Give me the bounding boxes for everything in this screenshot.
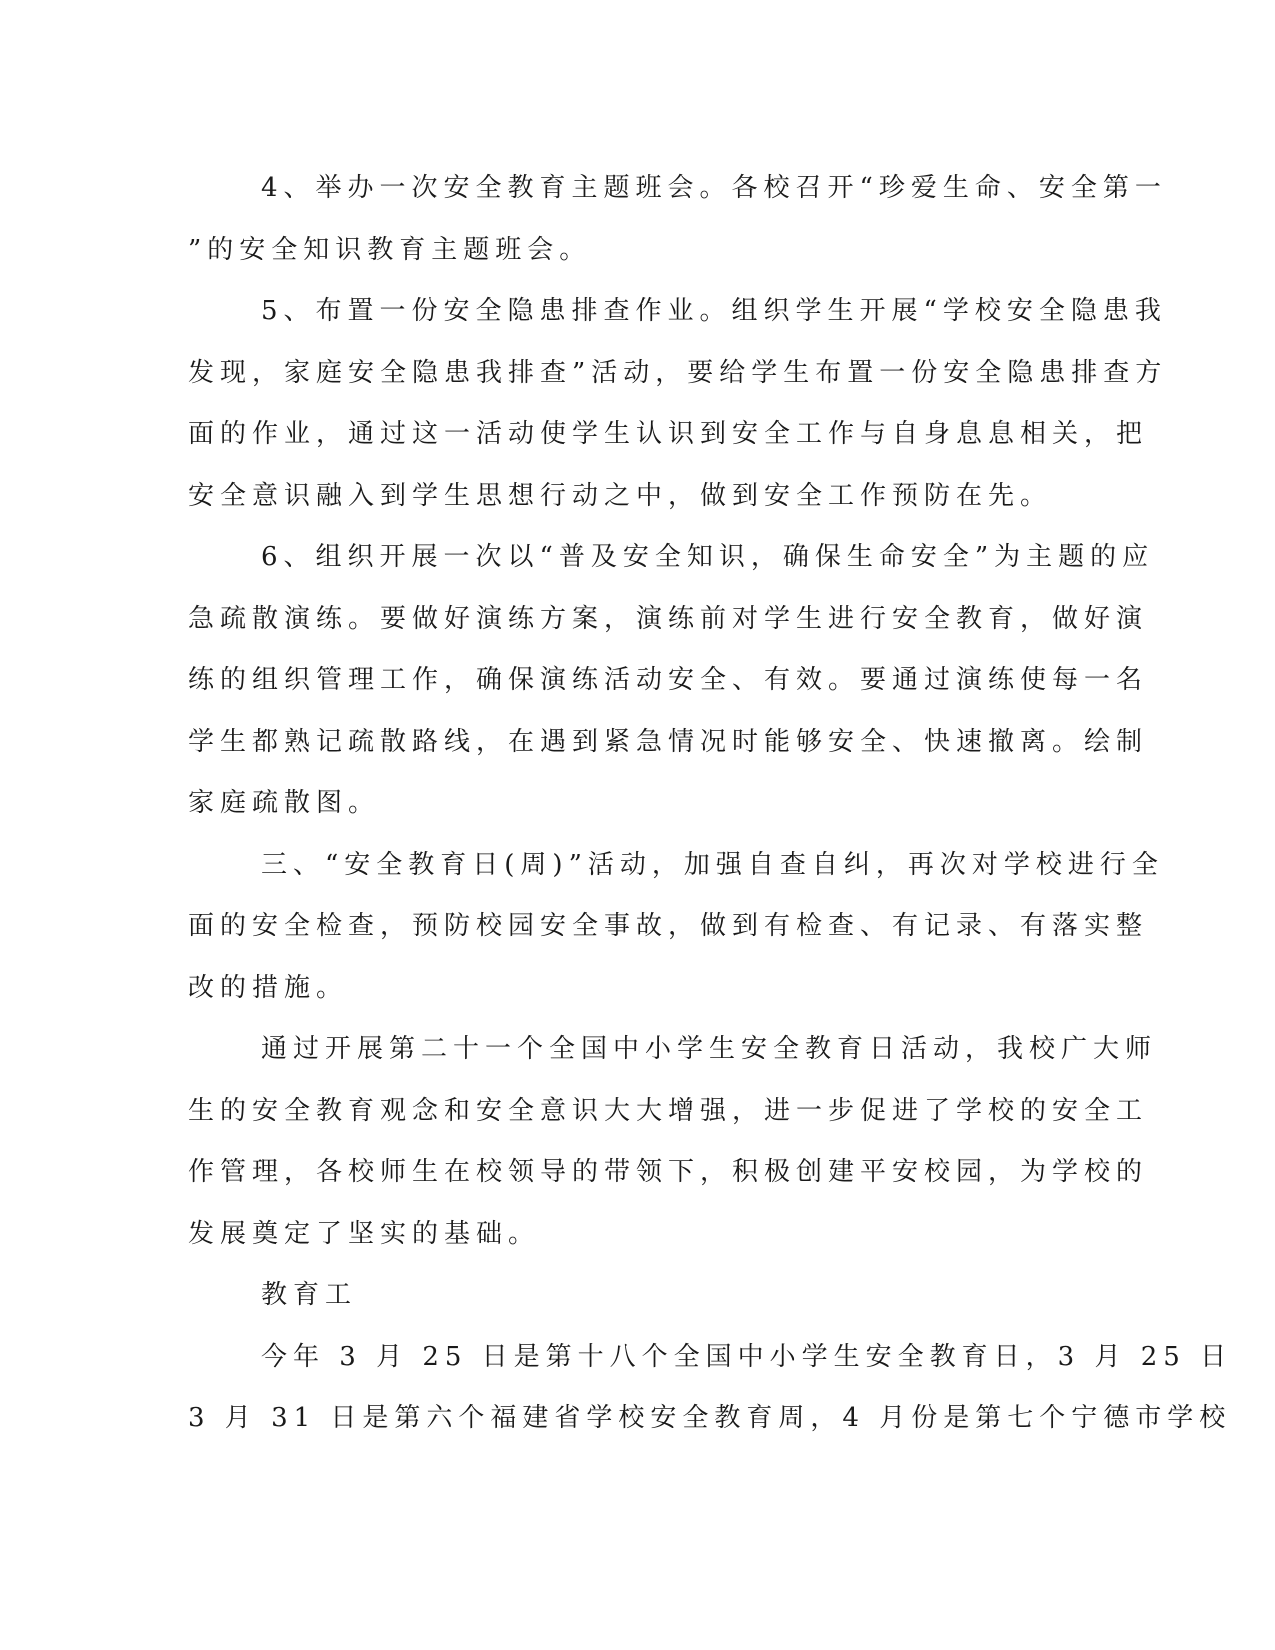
- text-line: 6、组织开展一次以“普及安全知识，确保生命安全”为主题的应: [261, 542, 1155, 572]
- text-line: 教育工: [261, 1280, 358, 1310]
- text-line: 家庭疏散图。: [188, 788, 381, 818]
- text-line: 5、布置一份安全隐患排查作业。组织学生开展“学校安全隐患我: [261, 296, 1167, 326]
- text-line: 面的安全检查，预防校园安全事故，做到有检查、有记录、有落实整: [188, 911, 1149, 941]
- text-line: 发现，家庭安全隐患我排查”活动，要给学生布置一份安全隐患排查方: [188, 357, 1168, 388]
- text-line: 3 月 31 日是第六个福建省学校安全教育周，4 月份是第七个宁德市学校: [188, 1403, 1232, 1433]
- text-line: 通过开展第二十一个全国中小学生安全教育日活动，我校广大师: [261, 1034, 1158, 1064]
- text-line: 三、“安全教育日(周)”活动，加强自查自纠，再次对学校进行全: [261, 849, 1164, 880]
- text-line: 生的安全教育观念和安全意识大大增强，进一步促进了学校的安全工: [188, 1095, 1149, 1126]
- text-line: ”的安全知识教育主题班会。: [188, 234, 592, 265]
- text-line: 作管理，各校师生在校领导的带领下，积极创建平安校园，为学校的: [188, 1157, 1149, 1187]
- text-line: 练的组织管理工作，确保演练活动安全、有效。要通过演练使每一名: [188, 665, 1149, 695]
- text-line: 安全意识融入到学生思想行动之中，做到安全工作预防在先。: [188, 480, 1053, 511]
- text-line: 发展奠定了坚实的基础。: [188, 1218, 541, 1249]
- text-line: 4、举办一次安全教育主题班会。各校召开“珍爱生命、安全第一: [261, 173, 1167, 203]
- document-body: [188, 158, 1233, 1450]
- text-line: 急疏散演练。要做好演练方案，演练前对学生进行安全教育，做好演: [188, 603, 1149, 634]
- text-line: 面的作业，通过这一活动使学生认识到安全工作与自身息息相关，把: [188, 419, 1149, 449]
- text-line: 改的措施。: [188, 972, 349, 1003]
- text-line: 今年 3 月 25 日是第十八个全国中小学生安全教育日，3 月 25 日: [261, 1341, 1233, 1372]
- text-line: 学生都熟记疏散路线，在遇到紧急情况时能够安全、快速撤离。绘制: [188, 726, 1149, 757]
